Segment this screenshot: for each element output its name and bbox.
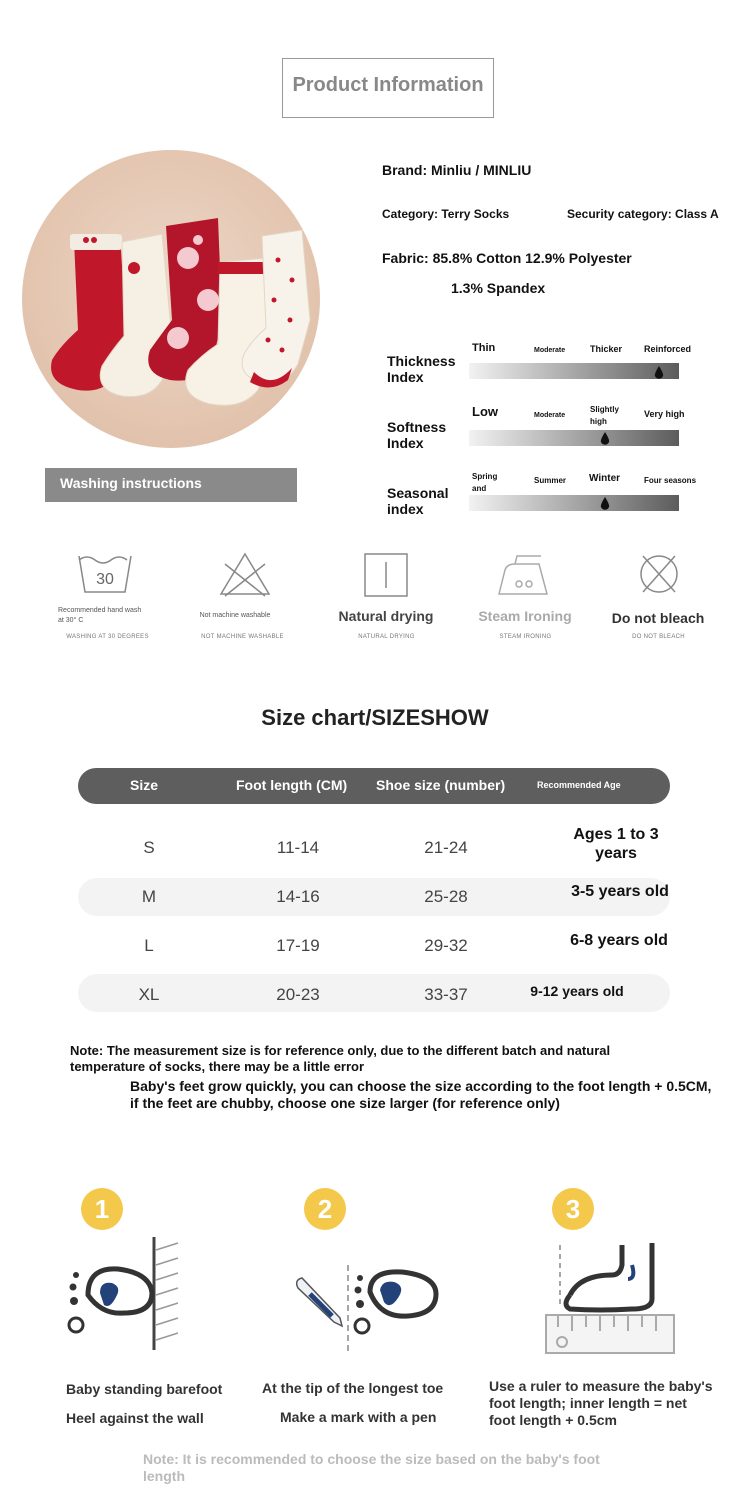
ruler-measure-foot-icon <box>540 1235 680 1360</box>
fabric-text: Fabric: 85.8% Cotton 12.9% Polyester <box>382 250 632 266</box>
care-label-natural-drying: Natural drying <box>338 608 434 624</box>
seasonal-index-label: Seasonal index <box>387 485 449 517</box>
table-cell: 29-32 <box>424 936 468 955</box>
size-chart-title: Size chart/SIZESHOW <box>261 705 489 730</box>
table-cell: L <box>144 936 154 955</box>
brand-text: Brand: Minliu / MINLIU <box>382 162 532 178</box>
wash-30-icon <box>75 550 135 600</box>
table-cell: 33-37 <box>424 985 468 1004</box>
care-sub-no-machine: NOT MACHINE WASHABLE <box>201 634 284 640</box>
security-text: Security category: Class A <box>567 207 719 221</box>
level-low: Low <box>472 404 498 419</box>
table-cell-age: 3-5 years old <box>571 883 669 900</box>
level-thin: Thin <box>472 342 496 354</box>
level-thicker: Thicker <box>590 344 623 354</box>
step-3-text: Use a ruler to measure the baby's foot length; inner length = net foot length + 0.5cm <box>489 1378 713 1428</box>
softness-bar <box>469 430 679 446</box>
category-text: Category: Terry Socks <box>382 207 510 221</box>
level-four-seasons: Four seasons <box>644 476 697 485</box>
care-sub-wash: WASHING AT 30 DEGREES <box>66 634 149 640</box>
level-slightly: Slightly <box>590 405 619 414</box>
measurement-note: Note: The measurement size is for reference only, due to the different batch and natural temperature of socks, there may be a little error <box>70 1043 611 1074</box>
table-cell-age: Ages 1 to 3 years <box>573 826 659 862</box>
table-cell: 11-14 <box>276 838 320 857</box>
product-photo <box>22 150 320 448</box>
table-cell: M <box>141 887 157 906</box>
care-label-no-bleach: Do not bleach <box>611 610 705 626</box>
level-moderate: Moderate <box>534 347 566 354</box>
care-label-no-machine: Not machine washable <box>199 612 271 619</box>
care-label-steam-ironing: Steam Ironing <box>478 608 572 624</box>
level-high: high <box>590 417 607 426</box>
no-machine-wash-icon <box>215 550 275 600</box>
washing-instructions-label: Washing instructions <box>45 468 297 502</box>
step-2-text-1: At the tip of the longest toe <box>262 1380 444 1396</box>
svg-text:30: 30 <box>96 571 114 588</box>
table-cell: 14-16 <box>276 887 320 906</box>
care-sub-bleach: DO NOT BLEACH <box>632 634 685 640</box>
mark-with-pen-icon <box>290 1260 450 1355</box>
step-3-badge: 3 <box>552 1188 594 1230</box>
footer-note: Note: It is recommended to choose the size based on the baby's foot length <box>143 1451 600 1484</box>
header-size: Size <box>130 777 159 793</box>
header-recommended-age: Recommended Age <box>537 780 621 790</box>
level-summer: Summer <box>534 476 567 485</box>
steam-iron-icon <box>495 550 555 600</box>
thickness-index-label: Thickness Index <box>387 353 456 385</box>
table-cell: 21-24 <box>424 838 468 857</box>
table-cell: 25-28 <box>424 887 468 906</box>
socks-image <box>22 150 320 448</box>
size-table-header <box>78 768 670 804</box>
seasonal-marker-icon <box>600 497 610 511</box>
step-1-badge: 1 <box>81 1188 123 1230</box>
level-and: and <box>472 484 487 493</box>
fabric-text-2: 1.3% Spandex <box>451 280 546 296</box>
seasonal-bar <box>469 495 679 511</box>
thickness-marker-icon <box>654 366 664 380</box>
step-2-badge: 2 <box>304 1188 346 1230</box>
thickness-bar <box>469 363 679 379</box>
table-cell-age: 6-8 years old <box>570 932 668 949</box>
page-title: Product Information <box>292 74 484 96</box>
no-bleach-icon <box>629 550 689 600</box>
header-foot-length: Foot length (CM) <box>236 777 348 793</box>
table-cell: XL <box>138 985 160 1004</box>
level-reinforced: Reinforced <box>644 344 692 354</box>
care-label-hand-wash: Recommended hand wash at 30° C <box>58 607 142 624</box>
title-frame <box>282 58 494 118</box>
care-sub-drying: NATURAL DRYING <box>358 634 415 640</box>
level-very-high: Very high <box>644 409 685 419</box>
step-1-text-2: Heel against the wall <box>66 1410 204 1426</box>
natural-drying-icon <box>356 550 416 600</box>
table-cell: 17-19 <box>276 936 320 955</box>
growth-note: Baby's feet grow quickly, you can choose the size according to the foot length + 0.5CM, if the feet are chubby, choose one size larger (for reference only) <box>130 1078 712 1111</box>
softness-index-label: Softness Index <box>387 419 447 451</box>
table-cell: S <box>143 838 155 857</box>
table-cell-age: 9-12 years old <box>530 983 624 999</box>
step-2-text-2: Make a mark with a pen <box>280 1409 437 1425</box>
level-winter: Winter <box>589 473 621 484</box>
table-cell: 20-23 <box>276 985 320 1004</box>
level-moderate-2: Moderate <box>534 412 566 419</box>
level-spring: Spring <box>472 472 498 481</box>
care-sub-ironing: STEAM IRONING <box>499 634 552 640</box>
header-shoe-size: Shoe size (number) <box>376 777 506 793</box>
softness-marker-icon <box>600 432 610 446</box>
foot-against-wall-icon <box>60 1235 185 1355</box>
step-1-text-1: Baby standing barefoot <box>66 1381 223 1397</box>
